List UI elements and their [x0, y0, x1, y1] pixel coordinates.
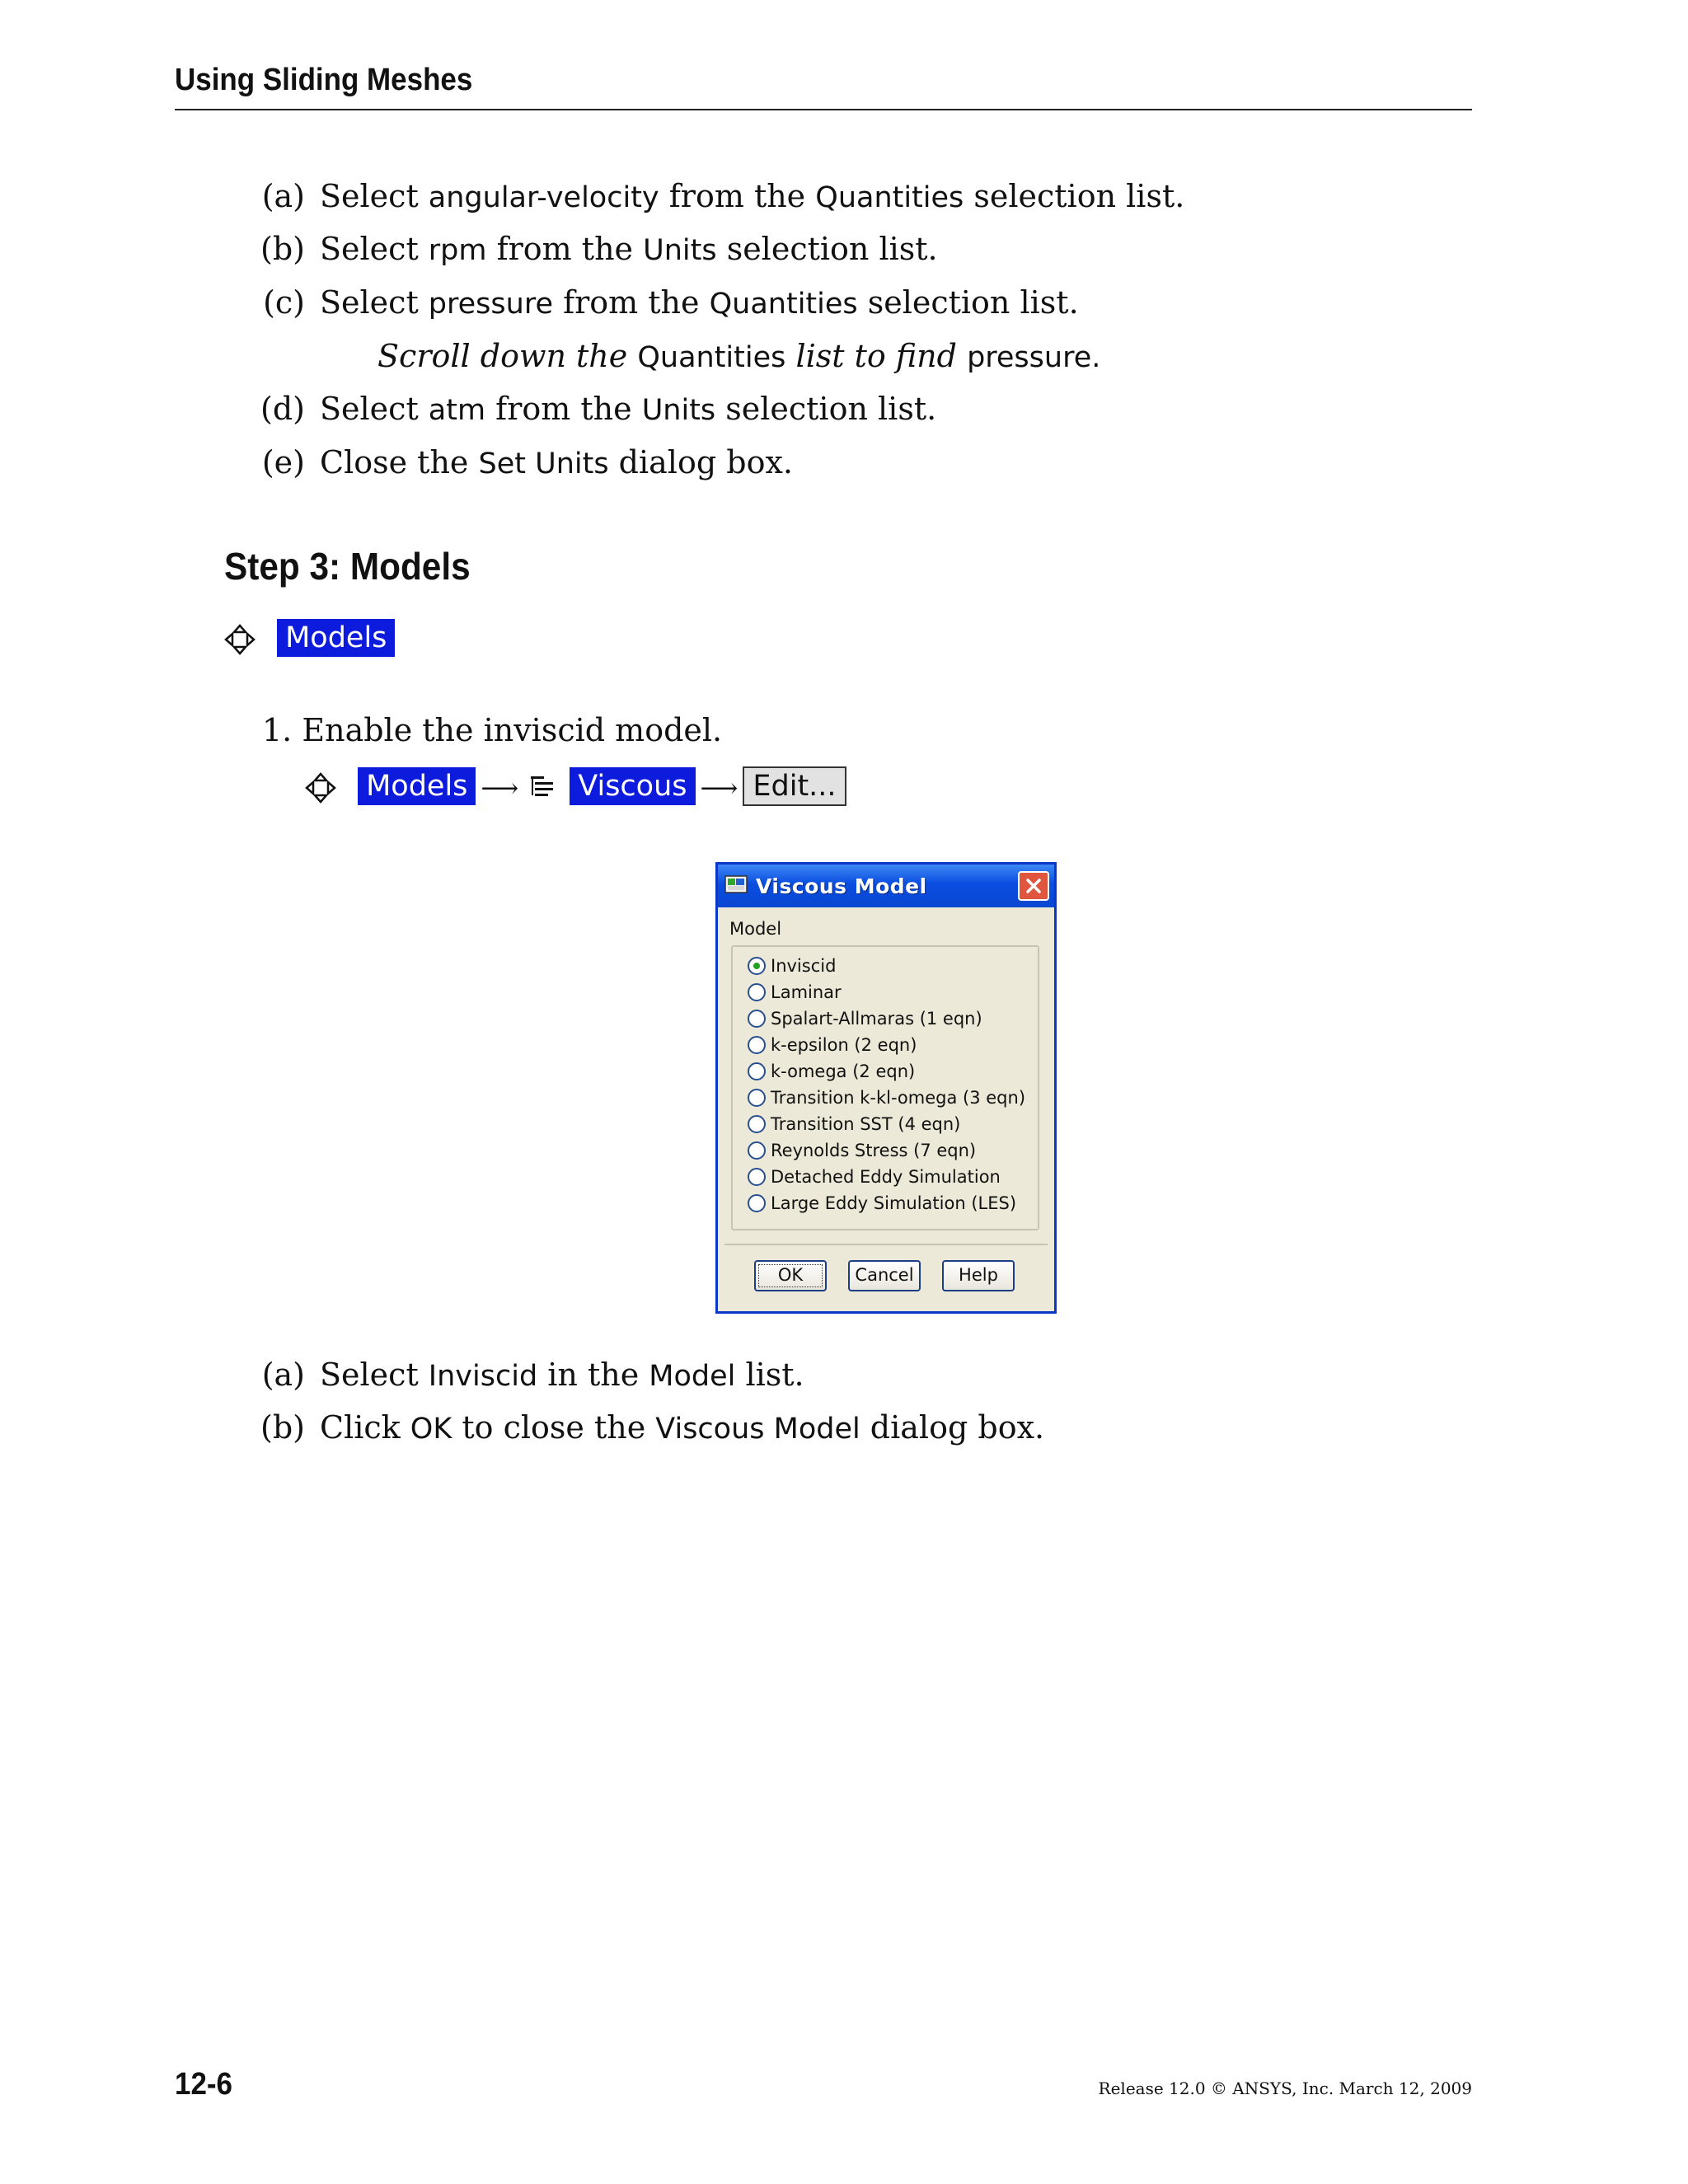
radio-k-epsilon[interactable]: k-epsilon (2 eqn) [748, 1033, 917, 1057]
dialog-title: Viscous Model [756, 874, 927, 898]
path-arrow: ⟶ [700, 771, 738, 804]
dialog-titlebar[interactable] [718, 865, 1054, 907]
close-button[interactable] [1018, 871, 1049, 901]
ui-term: pressure [967, 341, 1092, 374]
model-group-label: Model [729, 919, 782, 939]
ui-term: Units [641, 394, 716, 427]
viscous-model-dialog [715, 862, 1057, 1314]
radio-icon[interactable] [748, 1010, 766, 1028]
ui-term: Quantities [709, 288, 858, 321]
step-label: (a) [261, 1357, 305, 1393]
fluent-app-icon [724, 874, 748, 896]
step-label: (b) [260, 1409, 305, 1446]
ok-button[interactable]: OK [754, 1260, 827, 1291]
ui-term: OK [410, 1413, 452, 1446]
tree-branch-icon [528, 774, 556, 802]
cancel-button[interactable]: Cancel [848, 1260, 921, 1291]
radio-icon[interactable] [748, 1115, 766, 1133]
path-models-link[interactable]: Models [358, 767, 476, 805]
models-nav-link[interactable]: Models [277, 619, 395, 657]
section-heading: Step 3: Models [224, 545, 471, 588]
radio-inviscid[interactable]: Inviscid [748, 954, 836, 978]
ui-term: atm [428, 394, 486, 427]
radio-icon[interactable] [748, 1089, 766, 1107]
edit-button[interactable]: Edit... [743, 766, 846, 806]
ui-term: Units [643, 234, 717, 267]
radio-icon[interactable] [748, 1168, 766, 1186]
path-viscous-link[interactable]: Viscous [570, 767, 695, 805]
dialog-step-a: (a) Select Inviscid in the Model list. [247, 1355, 804, 1396]
item-number: 1. [262, 712, 293, 748]
radio-icon[interactable] [748, 1062, 766, 1080]
radio-spalart-allmaras[interactable]: Spalart-Allmaras (1 eqn) [748, 1006, 982, 1031]
release-info: Release 12.0 © ANSYS, Inc. March 12, 2009 [1098, 2079, 1472, 2098]
header-rule [175, 109, 1472, 110]
running-header: Using Sliding Meshes [175, 63, 473, 97]
step-label: (d) [260, 391, 305, 427]
ui-term: Viscous Model [655, 1413, 860, 1446]
navigation-pane-icon [224, 624, 256, 655]
menu-path [305, 765, 846, 808]
ui-term: Quantities [637, 341, 786, 374]
path-arrow: ⟶ [481, 771, 519, 804]
navigation-pane-icon [305, 772, 336, 804]
radio-icon[interactable] [748, 1194, 766, 1212]
ui-term: Model [649, 1360, 736, 1393]
radio-icon[interactable] [748, 1036, 766, 1054]
item-text: Enable the inviscid model. [302, 712, 723, 748]
dialog-separator [724, 1244, 1048, 1245]
units-step-e: (e) Close the Set Units dialog box. [247, 443, 793, 484]
step-label: (c) [263, 284, 305, 321]
radio-detached-eddy[interactable]: Detached Eddy Simulation [748, 1165, 1001, 1189]
ui-term: Set Units [478, 448, 609, 480]
units-step-c: (c) Select pressure from the Quantities selection list. [247, 283, 1079, 324]
step-label: (b) [260, 231, 305, 267]
radio-transition-k-kl-omega[interactable]: Transition k-kl-omega (3 eqn) [748, 1085, 1025, 1110]
ui-term: Quantities [815, 181, 964, 214]
step-label: (e) [261, 444, 305, 480]
units-step-d: (d) Select atm from the Units selection list. [247, 389, 936, 430]
units-step-a: (a) Select angular-velocity from the Quantities selection list. [247, 176, 1184, 218]
radio-large-eddy[interactable]: Large Eddy Simulation (LES) [748, 1191, 1016, 1216]
ui-term: Inviscid [428, 1360, 538, 1393]
radio-icon[interactable] [748, 983, 766, 1001]
step-label: (a) [261, 178, 305, 214]
radio-k-omega[interactable]: k-omega (2 eqn) [748, 1059, 915, 1084]
help-button[interactable]: Help [942, 1260, 1015, 1291]
scroll-note: Scroll down the Quantities list to find pressure. [377, 338, 1101, 374]
page-number: 12-6 [175, 2067, 232, 2102]
radio-laminar[interactable]: Laminar [748, 980, 842, 1005]
step-item-1 [262, 710, 722, 750]
radio-reynolds-stress[interactable]: Reynolds Stress (7 eqn) [748, 1138, 976, 1163]
close-icon [1025, 878, 1042, 894]
nav-models-line [224, 616, 395, 657]
ui-term: angular-velocity [428, 181, 659, 214]
dialog-step-b: (b) Click OK to close the Viscous Model dialog box. [247, 1408, 1044, 1449]
model-radio-group [731, 945, 1039, 1230]
units-step-b: (b) Select rpm from the Units selection list. [247, 229, 938, 270]
radio-icon[interactable] [748, 1141, 766, 1160]
ui-term: rpm [428, 234, 487, 267]
radio-selected-icon[interactable] [748, 957, 766, 975]
radio-transition-sst[interactable]: Transition SST (4 eqn) [748, 1112, 960, 1137]
ui-term: pressure [428, 288, 553, 321]
